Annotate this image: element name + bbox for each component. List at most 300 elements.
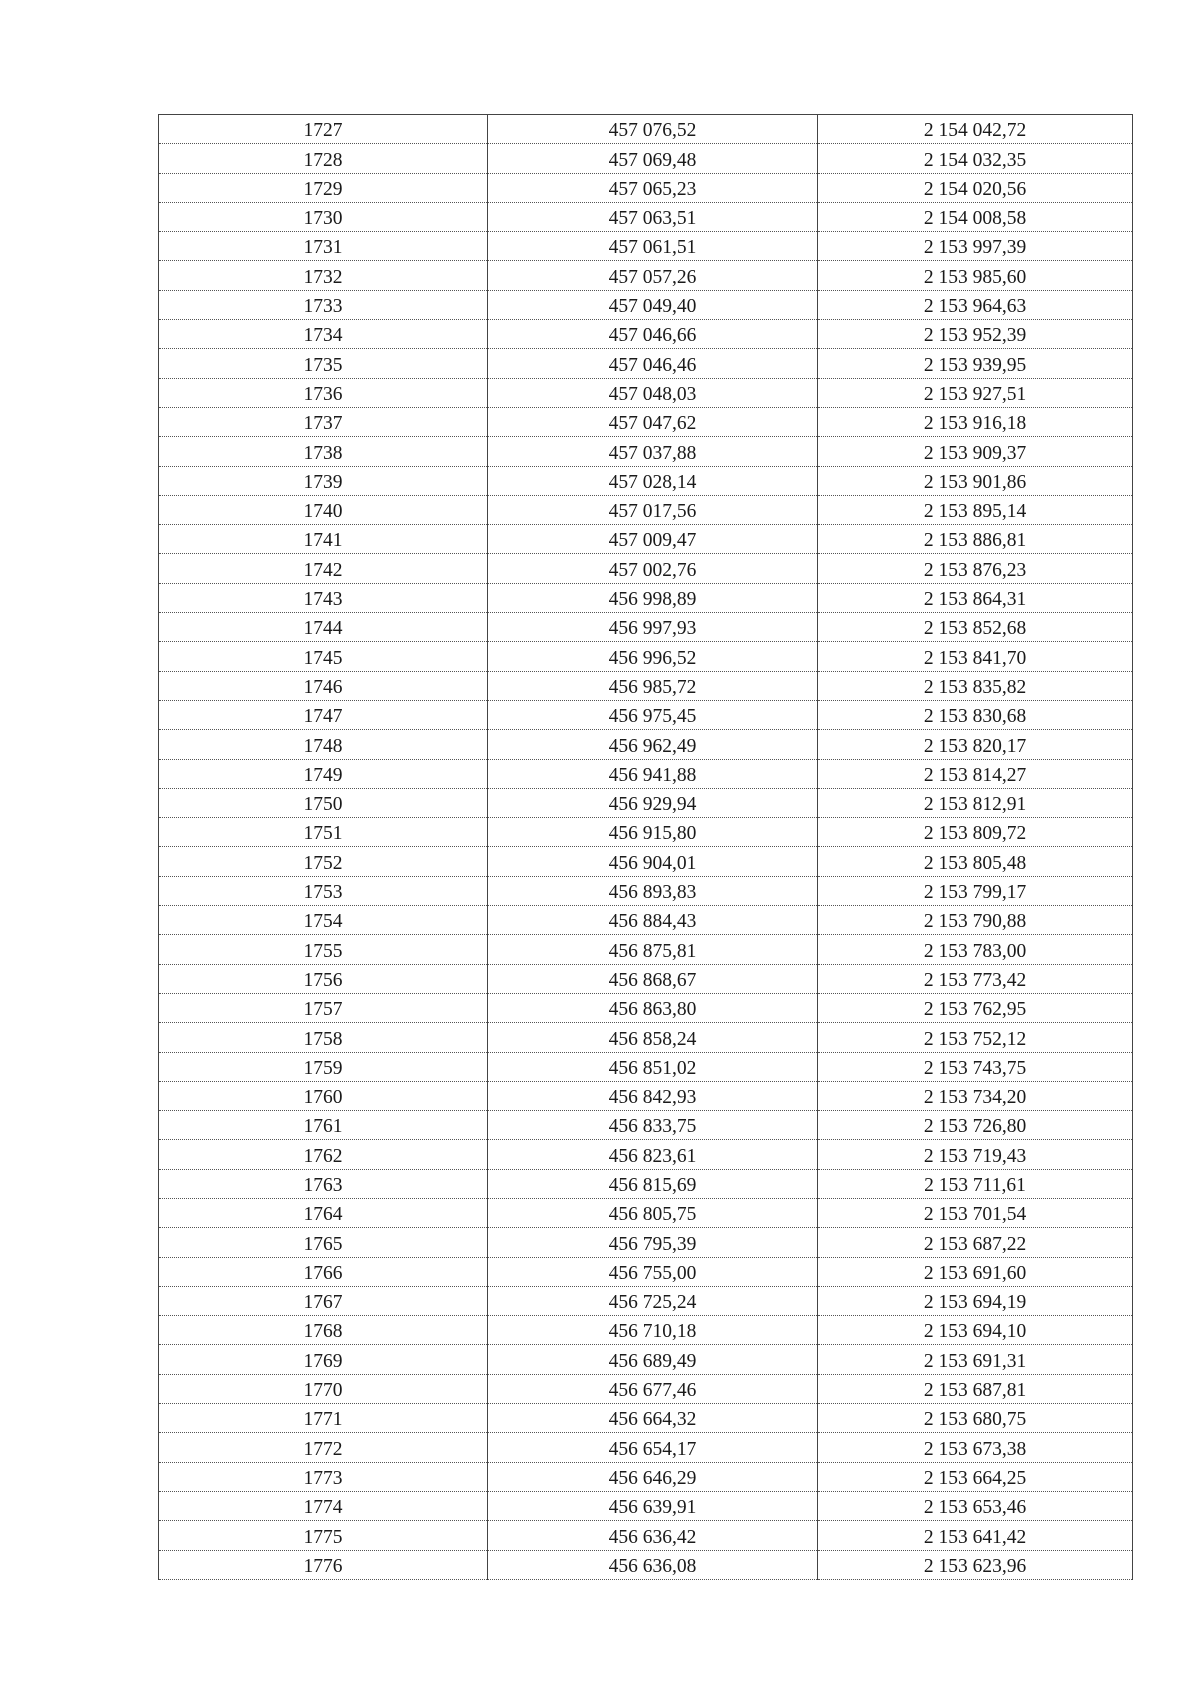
table-row: [159, 1286, 1133, 1315]
table-row: [159, 993, 1133, 1022]
point-number-cell: [159, 232, 488, 261]
x-coordinate-text: 456 962,49: [608, 735, 697, 757]
y-coordinate-cell: [818, 642, 1133, 671]
table-row: [159, 906, 1133, 935]
point-number-cell: [159, 964, 488, 993]
x-coordinate-cell: [488, 320, 818, 349]
point-number-cell: [159, 935, 488, 964]
point-number-text: 1764: [303, 1204, 343, 1226]
y-coordinate-text: 2 153 916,18: [923, 413, 1027, 435]
table-row: [159, 525, 1133, 554]
x-coordinate-cell: [488, 1550, 818, 1579]
x-coordinate-cell: [488, 466, 818, 495]
y-coordinate-cell: [818, 1433, 1133, 1462]
x-coordinate-text: 456 851,02: [608, 1057, 697, 1079]
y-coordinate-text: 2 153 820,17: [923, 735, 1027, 757]
point-number-text: 1771: [303, 1409, 343, 1431]
x-coordinate-cell: [488, 437, 818, 466]
y-coordinate-cell: [818, 349, 1133, 378]
y-coordinate-text: 2 153 830,68: [923, 706, 1027, 728]
point-number-text: 1775: [303, 1526, 343, 1548]
x-coordinate-cell: [488, 1433, 818, 1462]
point-number-text: 1758: [303, 1028, 343, 1050]
point-number-cell: [159, 1491, 488, 1520]
point-number-cell: [159, 1374, 488, 1403]
point-number-text: 1748: [303, 735, 343, 757]
table-row: [159, 1198, 1133, 1227]
x-coordinate-text: 456 997,93: [608, 618, 697, 640]
point-number-cell: [159, 466, 488, 495]
x-coordinate-cell: [488, 1521, 818, 1550]
x-coordinate-cell: [488, 1345, 818, 1374]
y-coordinate-text: 2 153 687,81: [923, 1380, 1027, 1402]
y-coordinate-text: 2 153 680,75: [923, 1409, 1027, 1431]
y-coordinate-text: 2 153 864,31: [923, 589, 1027, 611]
point-number-cell: [159, 290, 488, 319]
point-number-cell: [159, 1286, 488, 1315]
table-row: [159, 1169, 1133, 1198]
y-coordinate-cell: [818, 1345, 1133, 1374]
x-coordinate-cell: [488, 671, 818, 700]
y-coordinate-cell: [818, 554, 1133, 583]
table-row: [159, 1257, 1133, 1286]
y-coordinate-cell: [818, 1023, 1133, 1052]
table-row: [159, 1491, 1133, 1520]
point-number-cell: [159, 1169, 488, 1198]
x-coordinate-text: 456 904,01: [608, 852, 697, 874]
point-number-text: 1759: [303, 1057, 343, 1079]
y-coordinate-cell: [818, 583, 1133, 612]
x-coordinate-text: 457 046,46: [608, 354, 697, 376]
x-coordinate-cell: [488, 1140, 818, 1169]
y-coordinate-text: 2 153 694,10: [923, 1321, 1027, 1343]
point-number-cell: [159, 554, 488, 583]
point-number-cell: [159, 349, 488, 378]
point-number-text: 1733: [303, 296, 343, 318]
x-coordinate-cell: [488, 847, 818, 876]
table-row: [159, 1052, 1133, 1081]
point-number-cell: [159, 671, 488, 700]
table-row: [159, 1550, 1133, 1579]
coordinates-table-body: [159, 115, 1133, 1580]
point-number-cell: [159, 730, 488, 759]
point-number-text: 1762: [303, 1145, 343, 1167]
x-coordinate-cell: [488, 378, 818, 407]
point-number-cell: [159, 320, 488, 349]
y-coordinate-text: 2 153 691,60: [923, 1262, 1027, 1284]
y-coordinate-cell: [818, 993, 1133, 1022]
point-number-cell: [159, 1404, 488, 1433]
y-coordinate-cell: [818, 1316, 1133, 1345]
y-coordinate-cell: [818, 1462, 1133, 1491]
table-row: [159, 1228, 1133, 1257]
x-coordinate-cell: [488, 290, 818, 319]
point-number-text: 1760: [303, 1087, 343, 1109]
x-coordinate-text: 456 823,61: [608, 1145, 697, 1167]
x-coordinate-cell: [488, 554, 818, 583]
x-coordinate-text: 456 710,18: [608, 1321, 697, 1343]
y-coordinate-cell: [818, 407, 1133, 436]
y-coordinate-text: 2 153 743,75: [923, 1057, 1027, 1079]
x-coordinate-cell: [488, 876, 818, 905]
x-coordinate-text: 456 639,91: [608, 1497, 697, 1519]
y-coordinate-cell: [818, 115, 1133, 144]
y-coordinate-cell: [818, 290, 1133, 319]
x-coordinate-cell: [488, 613, 818, 642]
y-coordinate-text: 2 153 814,27: [923, 764, 1027, 786]
point-number-text: 1776: [303, 1555, 343, 1577]
x-coordinate-text: 456 689,49: [608, 1350, 697, 1372]
x-coordinate-text: 456 941,88: [608, 764, 697, 786]
x-coordinate-cell: [488, 1023, 818, 1052]
table-row: [159, 437, 1133, 466]
y-coordinate-cell: [818, 1228, 1133, 1257]
x-coordinate-text: 457 061,51: [608, 237, 697, 259]
x-coordinate-text: 456 664,32: [608, 1409, 697, 1431]
point-number-text: 1730: [303, 208, 343, 230]
point-number-text: 1772: [303, 1438, 343, 1460]
coordinates-table: [158, 114, 1133, 1580]
table-row: [159, 495, 1133, 524]
point-number-cell: [159, 115, 488, 144]
y-coordinate-text: 2 153 694,19: [923, 1292, 1027, 1314]
x-coordinate-cell: [488, 261, 818, 290]
y-coordinate-text: 2 153 726,80: [923, 1116, 1027, 1138]
x-coordinate-text: 456 805,75: [608, 1204, 697, 1226]
x-coordinate-text: 456 985,72: [608, 676, 697, 698]
x-coordinate-text: 456 884,43: [608, 911, 697, 933]
point-number-text: 1735: [303, 354, 343, 376]
point-number-cell: [159, 1023, 488, 1052]
y-coordinate-text: 2 154 032,35: [923, 149, 1027, 171]
y-coordinate-cell: [818, 671, 1133, 700]
table-row: [159, 290, 1133, 319]
point-number-text: 1751: [303, 823, 343, 845]
point-number-text: 1761: [303, 1116, 343, 1138]
point-number-text: 1740: [303, 501, 343, 523]
x-coordinate-text: 457 009,47: [608, 530, 697, 552]
x-coordinate-text: 456 654,17: [608, 1438, 697, 1460]
y-coordinate-text: 2 154 020,56: [923, 178, 1027, 200]
point-number-cell: [159, 1257, 488, 1286]
y-coordinate-cell: [818, 437, 1133, 466]
point-number-cell: [159, 1316, 488, 1345]
y-coordinate-text: 2 153 895,14: [923, 501, 1027, 523]
x-coordinate-cell: [488, 1404, 818, 1433]
point-number-cell: [159, 1081, 488, 1110]
x-coordinate-cell: [488, 173, 818, 202]
point-number-text: 1754: [303, 911, 343, 933]
y-coordinate-cell: [818, 261, 1133, 290]
table-row: [159, 1140, 1133, 1169]
y-coordinate-text: 2 153 876,23: [923, 559, 1027, 581]
x-coordinate-cell: [488, 1286, 818, 1315]
x-coordinate-text: 457 002,76: [608, 559, 697, 581]
point-number-cell: [159, 1550, 488, 1579]
x-coordinate-cell: [488, 1491, 818, 1520]
point-number-cell: [159, 613, 488, 642]
x-coordinate-text: 456 996,52: [608, 647, 697, 669]
x-coordinate-cell: [488, 583, 818, 612]
y-coordinate-cell: [818, 173, 1133, 202]
point-number-cell: [159, 583, 488, 612]
y-coordinate-text: 2 153 809,72: [923, 823, 1027, 845]
table-row: [159, 964, 1133, 993]
table-row: [159, 554, 1133, 583]
point-number-text: 1727: [303, 120, 343, 142]
point-number-cell: [159, 906, 488, 935]
y-coordinate-text: 2 153 691,31: [923, 1350, 1027, 1372]
x-coordinate-cell: [488, 1052, 818, 1081]
x-coordinate-text: 456 893,83: [608, 882, 697, 904]
x-coordinate-cell: [488, 788, 818, 817]
table-row: [159, 613, 1133, 642]
x-coordinate-text: 456 842,93: [608, 1087, 697, 1109]
x-coordinate-text: 457 047,62: [608, 413, 697, 435]
y-coordinate-text: 2 153 799,17: [923, 882, 1027, 904]
y-coordinate-cell: [818, 935, 1133, 964]
table-row: [159, 1081, 1133, 1110]
x-coordinate-text: 457 028,14: [608, 471, 697, 493]
point-number-text: 1741: [303, 530, 343, 552]
y-coordinate-cell: [818, 788, 1133, 817]
point-number-text: 1742: [303, 559, 343, 581]
x-coordinate-cell: [488, 935, 818, 964]
table-row: [159, 232, 1133, 261]
y-coordinate-cell: [818, 700, 1133, 729]
y-coordinate-cell: [818, 1491, 1133, 1520]
x-coordinate-text: 456 868,67: [608, 969, 697, 991]
table-row: [159, 1023, 1133, 1052]
table-row: [159, 1404, 1133, 1433]
x-coordinate-text: 457 065,23: [608, 178, 697, 200]
x-coordinate-text: 456 875,81: [608, 940, 697, 962]
table-row: [159, 202, 1133, 231]
x-coordinate-text: 456 929,94: [608, 794, 697, 816]
y-coordinate-cell: [818, 1286, 1133, 1315]
x-coordinate-cell: [488, 906, 818, 935]
table-row: [159, 876, 1133, 905]
point-number-text: 1736: [303, 383, 343, 405]
y-coordinate-cell: [818, 144, 1133, 173]
point-number-cell: [159, 173, 488, 202]
y-coordinate-cell: [818, 906, 1133, 935]
point-number-cell: [159, 1521, 488, 1550]
y-coordinate-text: 2 153 653,46: [923, 1497, 1027, 1519]
y-coordinate-cell: [818, 466, 1133, 495]
y-coordinate-text: 2 153 909,37: [923, 442, 1027, 464]
x-coordinate-cell: [488, 1169, 818, 1198]
x-coordinate-cell: [488, 232, 818, 261]
x-coordinate-text: 457 063,51: [608, 208, 697, 230]
point-number-text: 1769: [303, 1350, 343, 1372]
point-number-text: 1765: [303, 1233, 343, 1255]
point-number-cell: [159, 1462, 488, 1491]
x-coordinate-cell: [488, 642, 818, 671]
y-coordinate-text: 2 153 664,25: [923, 1467, 1027, 1489]
point-number-text: 1757: [303, 999, 343, 1021]
x-coordinate-cell: [488, 1198, 818, 1227]
point-number-cell: [159, 407, 488, 436]
point-number-text: 1750: [303, 794, 343, 816]
y-coordinate-text: 2 153 719,43: [923, 1145, 1027, 1167]
y-coordinate-text: 2 153 752,12: [923, 1028, 1027, 1050]
y-coordinate-text: 2 153 711,61: [924, 1174, 1026, 1196]
point-number-text: 1768: [303, 1321, 343, 1343]
point-number-text: 1766: [303, 1262, 343, 1284]
point-number-text: 1752: [303, 852, 343, 874]
point-number-text: 1756: [303, 969, 343, 991]
y-coordinate-cell: [818, 1374, 1133, 1403]
point-number-text: 1773: [303, 1467, 343, 1489]
y-coordinate-cell: [818, 1111, 1133, 1140]
point-number-text: 1770: [303, 1380, 343, 1402]
point-number-cell: [159, 1140, 488, 1169]
x-coordinate-cell: [488, 730, 818, 759]
table-row: [159, 583, 1133, 612]
y-coordinate-text: 2 153 734,20: [923, 1087, 1027, 1109]
x-coordinate-cell: [488, 1462, 818, 1491]
y-coordinate-text: 2 153 673,38: [923, 1438, 1027, 1460]
x-coordinate-text: 457 048,03: [608, 383, 697, 405]
table-row: [159, 320, 1133, 349]
point-number-cell: [159, 818, 488, 847]
y-coordinate-text: 2 153 762,95: [923, 999, 1027, 1021]
point-number-cell: [159, 202, 488, 231]
x-coordinate-text: 456 636,08: [608, 1555, 697, 1577]
y-coordinate-text: 2 153 790,88: [923, 911, 1027, 933]
point-number-text: 1767: [303, 1292, 343, 1314]
x-coordinate-text: 456 858,24: [608, 1028, 697, 1050]
y-coordinate-cell: [818, 847, 1133, 876]
point-number-text: 1744: [303, 618, 343, 640]
x-coordinate-cell: [488, 759, 818, 788]
table-row: [159, 407, 1133, 436]
table-row: [159, 1433, 1133, 1462]
x-coordinate-cell: [488, 1081, 818, 1110]
y-coordinate-cell: [818, 1404, 1133, 1433]
y-coordinate-cell: [818, 613, 1133, 642]
point-number-text: 1749: [303, 764, 343, 786]
point-number-text: 1728: [303, 149, 343, 171]
x-coordinate-cell: [488, 525, 818, 554]
x-coordinate-text: 456 795,39: [608, 1233, 697, 1255]
y-coordinate-text: 2 153 773,42: [923, 969, 1027, 991]
y-coordinate-text: 2 153 805,48: [923, 852, 1027, 874]
point-number-text: 1737: [303, 413, 343, 435]
x-coordinate-cell: [488, 818, 818, 847]
point-number-cell: [159, 495, 488, 524]
point-number-cell: [159, 700, 488, 729]
y-coordinate-cell: [818, 232, 1133, 261]
x-coordinate-text: 456 677,46: [608, 1380, 697, 1402]
table-row: [159, 261, 1133, 290]
point-number-cell: [159, 759, 488, 788]
y-coordinate-text: 2 153 939,95: [923, 354, 1027, 376]
x-coordinate-cell: [488, 202, 818, 231]
y-coordinate-text: 2 153 952,39: [923, 325, 1027, 347]
y-coordinate-cell: [818, 202, 1133, 231]
table-row: [159, 730, 1133, 759]
y-coordinate-cell: [818, 1140, 1133, 1169]
y-coordinate-cell: [818, 1081, 1133, 1110]
table-row: [159, 788, 1133, 817]
point-number-text: 1731: [303, 237, 343, 259]
x-coordinate-cell: [488, 993, 818, 1022]
x-coordinate-text: 457 069,48: [608, 149, 697, 171]
y-coordinate-text: 2 153 985,60: [923, 266, 1027, 288]
table-row: [159, 144, 1133, 173]
x-coordinate-cell: [488, 495, 818, 524]
x-coordinate-cell: [488, 1257, 818, 1286]
table-row: [159, 466, 1133, 495]
table-row: [159, 1374, 1133, 1403]
point-number-cell: [159, 1433, 488, 1462]
x-coordinate-text: 457 017,56: [608, 501, 697, 523]
y-coordinate-cell: [818, 759, 1133, 788]
x-coordinate-cell: [488, 964, 818, 993]
x-coordinate-text: 457 037,88: [608, 442, 697, 464]
x-coordinate-text: 456 755,00: [608, 1262, 697, 1284]
table-row: [159, 759, 1133, 788]
point-number-text: 1732: [303, 266, 343, 288]
table-row: [159, 1316, 1133, 1345]
y-coordinate-text: 2 153 886,81: [923, 530, 1027, 552]
x-coordinate-cell: [488, 144, 818, 173]
y-coordinate-text: 2 153 641,42: [923, 1526, 1027, 1548]
x-coordinate-text: 456 833,75: [608, 1116, 697, 1138]
y-coordinate-text: 2 153 835,82: [923, 676, 1027, 698]
table-row: [159, 378, 1133, 407]
y-coordinate-cell: [818, 1521, 1133, 1550]
point-number-cell: [159, 642, 488, 671]
point-number-text: 1774: [303, 1497, 343, 1519]
x-coordinate-text: 456 646,29: [608, 1467, 697, 1489]
point-number-text: 1746: [303, 676, 343, 698]
table-row: [159, 818, 1133, 847]
point-number-cell: [159, 993, 488, 1022]
y-coordinate-cell: [818, 1198, 1133, 1227]
table-row: [159, 642, 1133, 671]
y-coordinate-cell: [818, 1052, 1133, 1081]
y-coordinate-cell: [818, 876, 1133, 905]
point-number-cell: [159, 378, 488, 407]
x-coordinate-text: 456 725,24: [608, 1292, 697, 1314]
y-coordinate-cell: [818, 525, 1133, 554]
y-coordinate-cell: [818, 1257, 1133, 1286]
y-coordinate-text: 2 153 623,96: [923, 1555, 1027, 1577]
point-number-text: 1738: [303, 442, 343, 464]
y-coordinate-text: 2 153 901,86: [923, 471, 1027, 493]
table-row: [159, 115, 1133, 144]
x-coordinate-cell: [488, 407, 818, 436]
point-number-cell: [159, 1228, 488, 1257]
point-number-text: 1743: [303, 589, 343, 611]
point-number-cell: [159, 876, 488, 905]
y-coordinate-text: 2 153 841,70: [923, 647, 1027, 669]
point-number-text: 1755: [303, 940, 343, 962]
y-coordinate-cell: [818, 964, 1133, 993]
x-coordinate-cell: [488, 1316, 818, 1345]
y-coordinate-cell: [818, 320, 1133, 349]
y-coordinate-text: 2 154 008,58: [923, 208, 1027, 230]
x-coordinate-cell: [488, 115, 818, 144]
x-coordinate-cell: [488, 700, 818, 729]
x-coordinate-text: 457 046,66: [608, 325, 697, 347]
x-coordinate-cell: [488, 1374, 818, 1403]
y-coordinate-cell: [818, 730, 1133, 759]
table-row: [159, 173, 1133, 202]
